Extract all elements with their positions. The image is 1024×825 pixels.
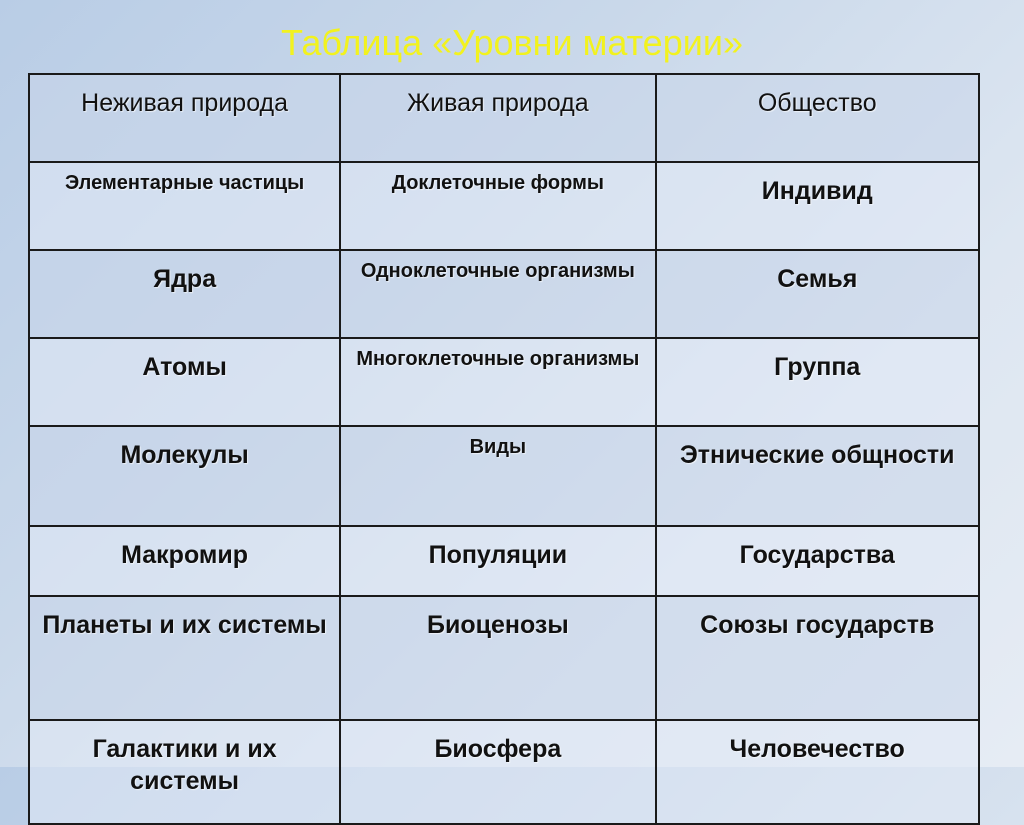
table-cell: Планеты и их системы [29,596,340,720]
table-cell: Одноклеточные организмы [340,250,655,338]
table-row [29,596,979,720]
table-cell: Биосфера [340,720,655,824]
table-cell: Макромир [29,526,340,596]
table-cell: Группа [656,338,980,426]
table-cell: Доклеточные формы [340,162,655,250]
table-cell: Виды [340,426,655,526]
table-cell: Государства [656,526,980,596]
table-cell: Атомы [29,338,340,426]
table-cell: Человечество [656,720,980,824]
header-living-nature: Живая природа [340,74,655,162]
header-nonliving-nature: Неживая природа [29,74,340,162]
table-header-row [29,74,979,162]
table-cell: Многоклеточные организмы [340,338,655,426]
table-cell: Популяции [340,526,655,596]
table-cell: Ядра [29,250,340,338]
table-cell: Элементарные частицы [29,162,340,250]
table-cell: Этнические общности [656,426,980,526]
table-cell: Индивид [656,162,980,250]
table-cell: Союзы государств [656,596,980,720]
table-row [29,426,979,526]
table-row [29,250,979,338]
table-cell: Галактики и их системы [29,720,340,824]
table-cell: Биоценозы [340,596,655,720]
header-society: Общество [656,74,980,162]
table-row [29,720,979,824]
table-row [29,162,979,250]
levels-of-matter-table [28,73,980,825]
table-row [29,526,979,596]
table-row [29,338,979,426]
table-cell: Семья [656,250,980,338]
slide-title: Таблица «Уровни материи» [281,22,743,63]
table-cell: Молекулы [29,426,340,526]
